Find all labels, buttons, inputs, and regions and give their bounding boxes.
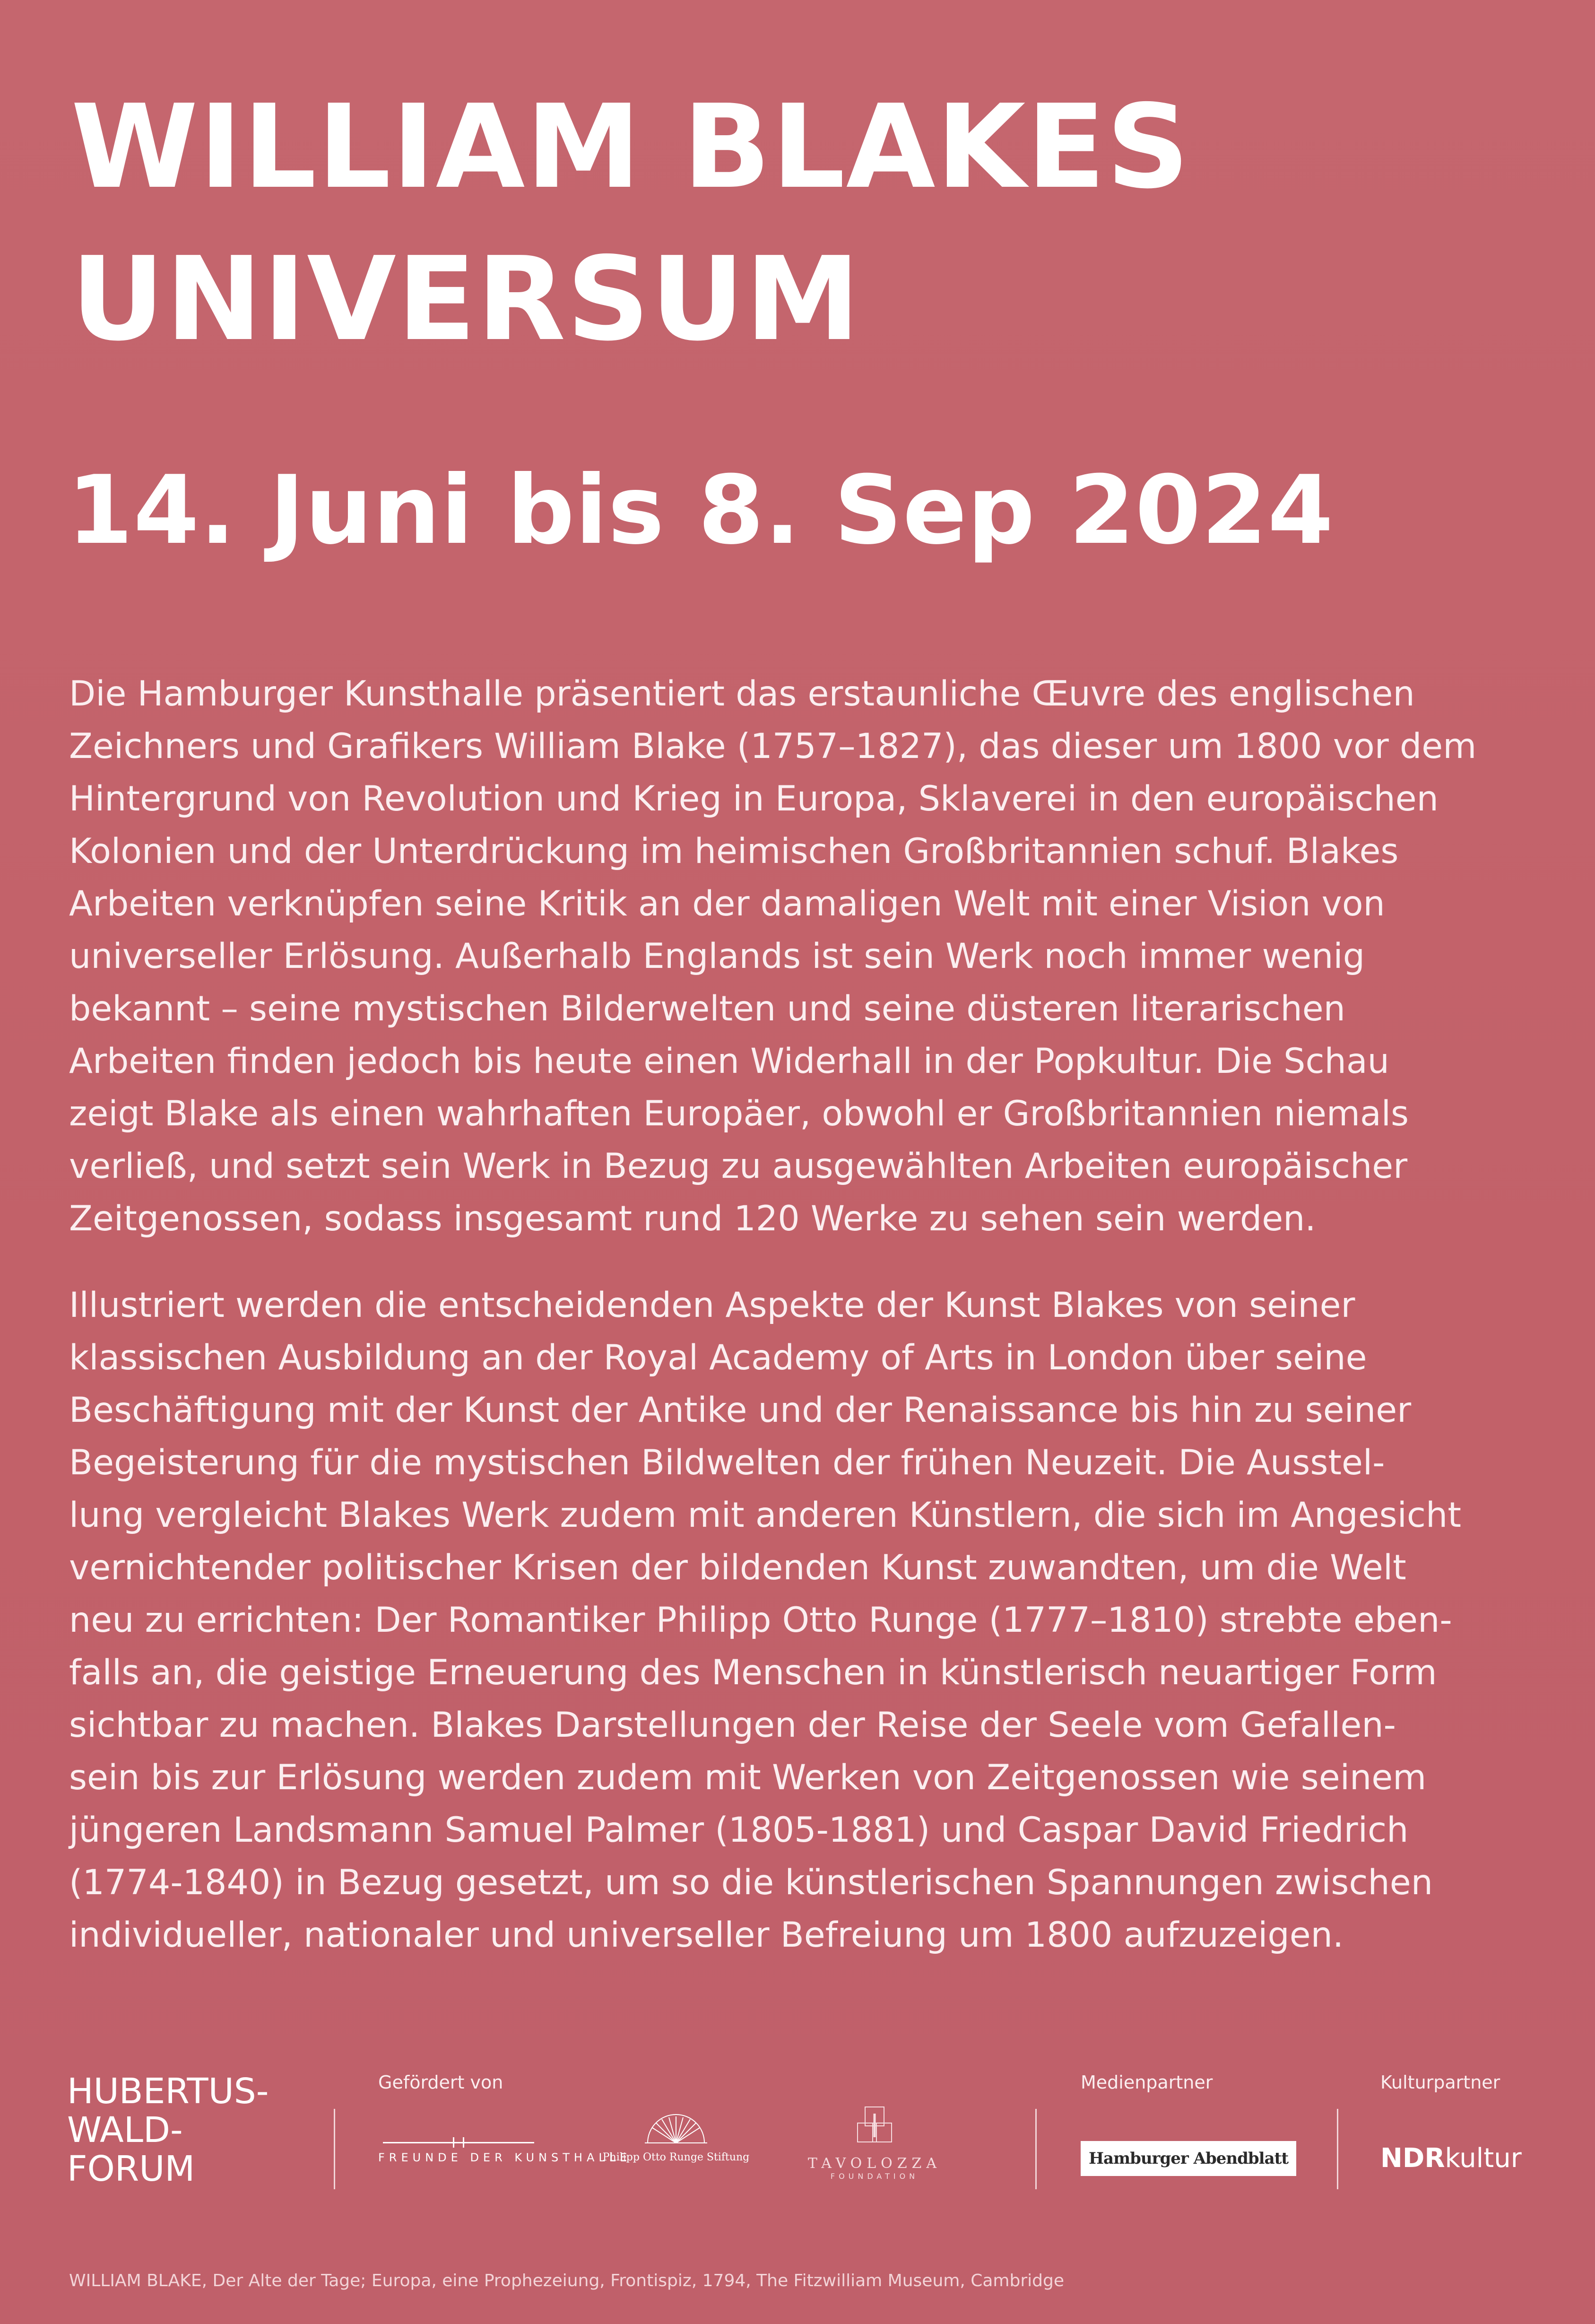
freunde-text: FREUNDE DER KUNSTHALLE xyxy=(378,2151,632,2164)
text-line: Beschäftigung mit der Kunst der Antike und der Renaissance bis hin zu seiner xyxy=(69,1390,1412,1430)
text-line: Zeitgenossen, sodass insgesamt rund 120 Werke zu sehen sein werden. xyxy=(69,1199,1316,1239)
divider xyxy=(1035,2109,1037,2189)
text-line: neu zu errichten: Der Romantiker Philipp Otto Runge (1777–1810) strebte eben- xyxy=(69,1600,1452,1640)
runge-text: Philipp Otto Runge Stiftung xyxy=(602,2151,750,2163)
freunde-der-kunsthalle-logo xyxy=(378,2142,632,2165)
text-line: bekannt – seine mystischen Bilderwelten und seine düsteren literarischen xyxy=(69,989,1345,1029)
text-line: (1774-1840) in Bezug gesetzt, um so die künstlerischen Spannungen zwischen xyxy=(69,1863,1433,1903)
text-line: Hintergrund von Revolution und Krieg in Europa, Sklaverei in den europäischen xyxy=(69,779,1439,819)
divider xyxy=(334,2109,335,2189)
text-line: Zeichners und Grafikers William Blake (1757–1827), das dieser um 1800 vor dem xyxy=(69,726,1477,766)
text-line: klassischen Ausbildung an der Royal Academy of Arts in London über seine xyxy=(69,1338,1367,1378)
exhibition-dates: 14. Juni bis 8. Sep 2024 xyxy=(67,455,1334,566)
text-line: vernichtender politischer Krisen der bildenden Kunst zuwandten, um die Welt xyxy=(69,1548,1406,1588)
sunburst-icon xyxy=(638,2114,714,2147)
hamburger-abendblatt-logo: Hamburger Abendblatt xyxy=(1081,2141,1296,2176)
tavolozza-subtext: FOUNDATION xyxy=(830,2172,919,2181)
ndr-kultur-text: kultur xyxy=(1445,2143,1522,2174)
text-line: Begeisterung für die mystischen Bildwelten der frühen Neuzeit. Die Ausstel- xyxy=(69,1443,1385,1483)
tavolozza-text: TAVOLOZZA xyxy=(807,2155,942,2172)
logo-line: WALD- xyxy=(67,2110,183,2150)
text-line: lung vergleicht Blakes Werk zudem mit anderen Künstlern, die sich im Angesicht xyxy=(69,1495,1461,1535)
text-line: Arbeiten finden jedoch bis heute einen Widerhall in der Popkultur. Die Schau xyxy=(69,1041,1389,1081)
text-line: zeigt Blake als einen wahrhaften Europäer, obwohl er Großbritannien niemals xyxy=(69,1094,1409,1134)
sponsor-footer xyxy=(0,2033,1595,2232)
text-line: Die Hamburger Kunsthalle präsentiert das erstaunliche Œuvre des englischen xyxy=(69,674,1415,714)
description-paragraph-1 xyxy=(69,668,1534,1245)
image-credit-caption: WILLIAM BLAKE, Der Alte der Tage; Europa, eine Prophezeiung, Frontispiz, 1794, The Fitzwilliam Museum, Cambridge xyxy=(69,2271,1064,2290)
funded-by-label: Gefördert von xyxy=(378,2072,503,2093)
tavolozza-icon xyxy=(851,2104,898,2151)
text-line: individueller, nationaler und universeller Befreiung um 1800 aufzuzeigen. xyxy=(69,1915,1344,1955)
text-line: Arbeiten verknüpfen seine Kritik an der damaligen Welt mit einer Vision von xyxy=(69,884,1385,924)
text-line: Kolonien und der Unterdrückung im heimischen Großbritannien schuf. Blakes xyxy=(69,831,1399,871)
runge-stiftung-logo xyxy=(591,2114,761,2164)
ndr-bold-text: NDR xyxy=(1380,2143,1445,2174)
text-line: Illustriert werden die entscheidenden Aspekte der Kunst Blakes von seiner xyxy=(69,1285,1355,1325)
text-line: jüngeren Landsmann Samuel Palmer (1805-1881) und Caspar David Friedrich xyxy=(69,1810,1409,1850)
description-paragraph-2 xyxy=(69,1279,1534,1961)
text-line: sichtbar zu machen. Blakes Darstellungen der Reise der Seele vom Gefallen- xyxy=(69,1705,1396,1745)
tavolozza-foundation-logo xyxy=(804,2104,945,2181)
divider xyxy=(1337,2109,1338,2189)
freunde-bar-icon xyxy=(383,2142,534,2143)
logo-line: FORUM xyxy=(67,2149,195,2189)
ndr-kultur-logo xyxy=(1380,2141,1522,2176)
text-line: verließ, und setzt sein Werk in Bezug zu ausgewählten Arbeiten europäischer xyxy=(69,1146,1408,1186)
logo-line: HUBERTUS- xyxy=(67,2071,269,2112)
hubertus-wald-forum-logo xyxy=(67,2072,269,2188)
text-line: falls an, die geistige Erneuerung des Menschen in künstlerisch neuartiger Form xyxy=(69,1653,1437,1693)
media-partner-label: Medienpartner xyxy=(1081,2072,1213,2093)
text-line: universeller Erlösung. Außerhalb Englands ist sein Werk noch immer wenig xyxy=(69,936,1365,976)
title-line-1: WILLIAM BLAKES xyxy=(71,80,1191,214)
title-line-2: UNIVERSUM xyxy=(71,232,861,366)
culture-partner-label: Kulturpartner xyxy=(1380,2072,1500,2093)
exhibition-title xyxy=(71,71,1546,375)
text-line: sein bis zur Erlösung werden zudem mit Werken von Zeitgenossen wie seinem xyxy=(69,1758,1427,1798)
